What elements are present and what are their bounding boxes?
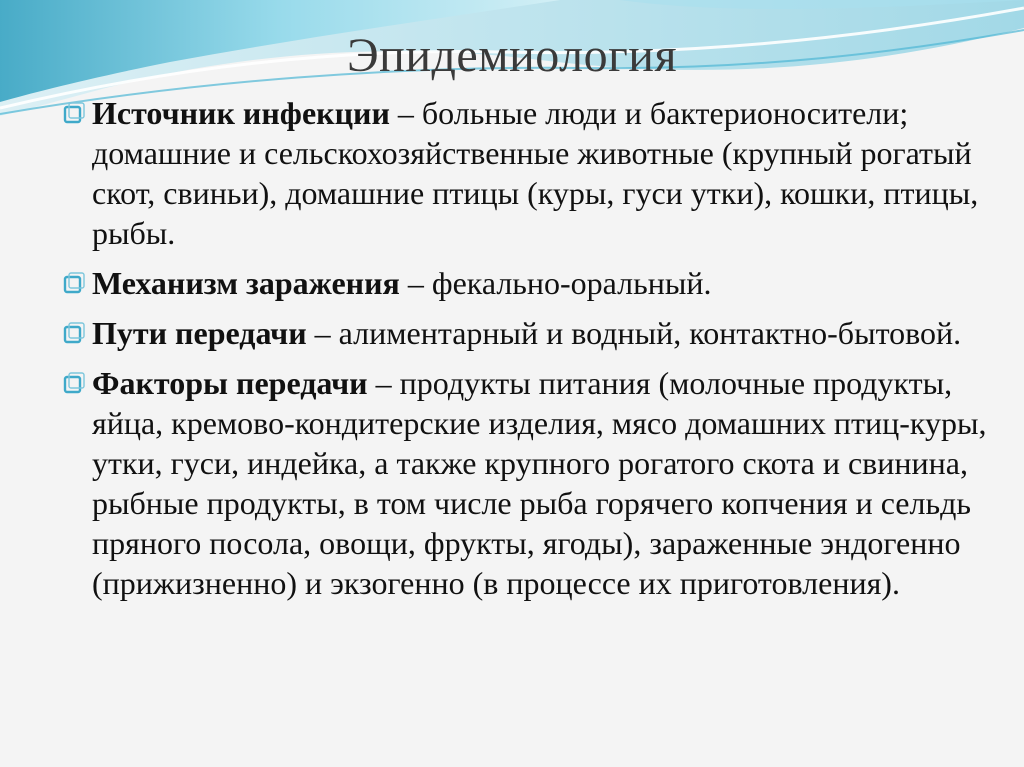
item-text: – продукты питания (молочные продукты, яйца, кремово-кондитерские изделия, мясо домашних птиц-куры, утки, гуси, индейка, а также крупного рогатого скота и свинина, рыбные продукты, в том числе рыба горячего копчения и сельдь пряного посола, овощи, фрукты, ягоды), зараженные эндогенно (прижизненно) и экзогенно (в процессе их приготовления).: [92, 365, 987, 601]
item-term: Механизм заражения: [92, 265, 400, 301]
list-item: [62, 93, 992, 253]
item-text: – больные люди и бактерионосители; домашние и сельскохозяйственные животные (крупный рогатый скот, свиньи), домашние птицы (куры, гуси утки), кошки, птицы, рыбы.: [92, 95, 979, 251]
bullet-list: [62, 93, 992, 613]
checkbox-bullet-icon: [62, 99, 88, 129]
item-text: – фекально-оральный.: [399, 265, 712, 301]
list-item: [62, 363, 992, 603]
item-term: Источник инфекции: [92, 95, 390, 131]
item-term: Факторы передачи: [92, 365, 368, 401]
checkbox-bullet-icon: [62, 319, 88, 349]
list-item: [62, 313, 992, 353]
item-term: Пути передачи: [92, 315, 307, 351]
slide-title: Эпидемиология: [346, 29, 678, 82]
list-item: [62, 263, 992, 303]
item-text: – алиментарный и водный, контактно-бытовой.: [306, 315, 962, 351]
checkbox-bullet-icon: [62, 269, 88, 299]
checkbox-bullet-icon: [62, 369, 88, 399]
